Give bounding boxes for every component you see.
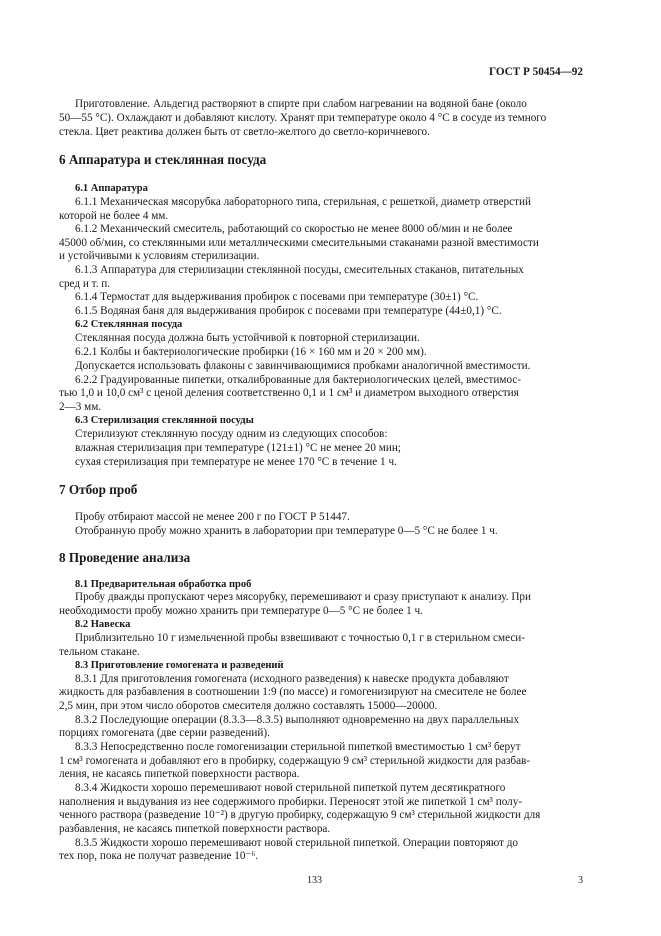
paragraph-line: разбавления, не касаясь пипеткой поверхности раствора.	[59, 823, 331, 835]
paragraph-line: и устойчивыми к условиям стерилизации.	[59, 250, 260, 262]
paragraph-line: которой не более 4 мм.	[59, 210, 169, 222]
paragraph-line: жидкость для разбавления в соотношении 1:9 (по массе) и гомогенизируют на смесителе не более	[59, 686, 527, 698]
paragraph-line: сред и т. п.	[59, 278, 111, 290]
paragraph-line: тех пор, пока не получат разведение 10⁻⁶.	[59, 850, 259, 862]
paragraph-line: ченного раствора (разведение 10⁻²) в другую пробирку, содержащую 9 см³ стерильной жидкости для	[59, 809, 541, 821]
paragraph-line: 8.3.3 Непосредственно после гомогенизации стерильной пипеткой вместимостью 1 см³ берут	[75, 741, 521, 753]
intro-line: 50—55 °С). Охлаждают и добавляют кислоту. Хранят при температуре около 4 °С в сосуде из темного	[59, 112, 547, 124]
paragraph-line: Допускается использовать флаконы с завинчивающимися пробками аналогичной вместимости.	[75, 360, 531, 372]
paragraph-line: необходимости пробу можно хранить при температуре 0—5 °С не более 1 ч.	[59, 605, 423, 617]
paragraph-line: Пробу дважды пропускают через мясорубку, перемешивают и сразу приступают к анализу. При	[75, 591, 532, 603]
paragraph-line: Приблизительно 10 г измельченной пробы взвешивают с точностью 0,1 г в стерильном смеси-	[75, 632, 526, 644]
subsection-8-1-title: 8.1 Предварительная обработка проб	[75, 579, 252, 590]
paragraph-line: тью 1,0 и 10,0 см³ с ценой деления соответственно 0,1 и 1 см³ и диаметром выходного отверстия	[59, 387, 519, 399]
section-8-title: 8 Проведение анализа	[59, 550, 191, 565]
subsection-6-2-title: 6.2 Стеклянная посуда	[75, 319, 183, 330]
printed-page-number: 133	[307, 875, 322, 886]
document-header: ГОСТ Р 50454—92	[489, 66, 583, 78]
paragraph-line: 8.3.4 Жидкости хорошо перемешивают новой стерильной пипеткой путем десятикратного	[75, 782, 506, 794]
paragraph-line: 2—3 мм.	[59, 401, 102, 413]
paragraph-line: 2,5 мин, при этом число оборотов смесителя должно составлять 15000—20000.	[59, 700, 438, 712]
paragraph-line: Стерилизуют стеклянную посуду одним из следующих способов:	[75, 428, 388, 440]
paragraph-line: сухая стерилизация при температуре не менее 170 °С в течение 1 ч.	[75, 456, 397, 468]
paragraph-line: 8.3.1 Для приготовления гомогената (исходного разведения) к навеске продукта добавляют	[75, 673, 509, 685]
paragraph-line: Пробу отбирают массой не менее 200 г по ГОСТ Р 51447.	[75, 511, 350, 523]
paragraph-line: 6.1.1 Механическая мясорубка лабораторного типа, стерильная, с решеткой, диаметр отверстий	[75, 196, 531, 208]
paragraph-line: 45000 об/мин, со стеклянными или металлическими смесительными стаканами разной вместимости	[59, 237, 539, 249]
paragraph-line: 6.2.1 Колбы и бактериологические пробирки (16 × 160 мм и 20 × 200 мм).	[75, 346, 427, 358]
paragraph-line: 8.3.2 Последующие операции (8.3.3—8.3.5) выполняют одновременно на двух параллельных	[75, 714, 520, 726]
section-6-title: 6 Аппаратура и стеклянная посуда	[59, 152, 267, 167]
intro-line: Приготовление. Альдегид растворяют в спирте при слабом нагревании на водяной бане (около	[75, 98, 527, 110]
paragraph-line: 6.1.2 Механический смеситель, работающий со скоростью не менее 8000 об/мин и не более	[75, 223, 513, 235]
paragraph-line: 6.1.4 Термостат для выдерживания пробирок с посевами при температуре (30±1) °С.	[75, 291, 479, 303]
paragraph-line: 8.3.5 Жидкости хорошо перемешивают новой стерильной пипеткой. Операции повторяют до	[75, 837, 519, 849]
subsection-8-3-title: 8.3 Приготовление гомогената и разведений	[75, 660, 284, 671]
subsection-6-3-title: 6.3 Стерилизация стеклянной посуды	[75, 415, 254, 426]
subsection-6-1-title: 6.1 Аппаратура	[75, 183, 148, 194]
paragraph-line: 1 см³ гомогената и добавляют его в пробирку, содержащую 9 см³ стерильной жидкости для разбав-	[59, 755, 531, 767]
page-number: 3	[578, 875, 583, 886]
paragraph-line: порциях гомогената (две серии разведений).	[59, 727, 270, 739]
subsection-8-2-title: 8.2 Навеска	[75, 619, 131, 630]
paragraph-line: Отобранную пробу можно хранить в лаборатории при температуре 0—5 °С не более 1 ч.	[75, 525, 498, 537]
paragraph-line: 6.1.5 Водяная баня для выдерживания пробирок с посевами при температуре (44±0,1) °С.	[75, 305, 502, 317]
paragraph-line: влажная стерилизация при температуре (121±1) °С не менее 20 мин;	[75, 442, 401, 454]
paragraph-line: Стеклянная посуда должна быть устойчивой к повторной стерилизации.	[75, 332, 420, 344]
section-7-title: 7 Отбор проб	[59, 482, 138, 497]
intro-line: стекла. Цвет реактива должен быть от светло-желтого до светло-коричневого.	[59, 126, 430, 138]
paragraph-line: ления, не касаясь пипеткой поверхности раствора.	[59, 768, 300, 780]
paragraph-line: 6.1.3 Аппаратура для стерилизации стеклянной посуды, смесительных стаканов, питательных	[75, 264, 524, 276]
paragraph-line: наполнения и выдувания из нее содержимого пробирки. Переносят этой же пипеткой 1 см³ полу-	[59, 796, 523, 808]
paragraph-line: тельном стакане.	[59, 646, 140, 658]
paragraph-line: 6.2.2 Градуированные пипетки, откалиброванные для бактериологических целей, вместимос-	[75, 374, 522, 386]
